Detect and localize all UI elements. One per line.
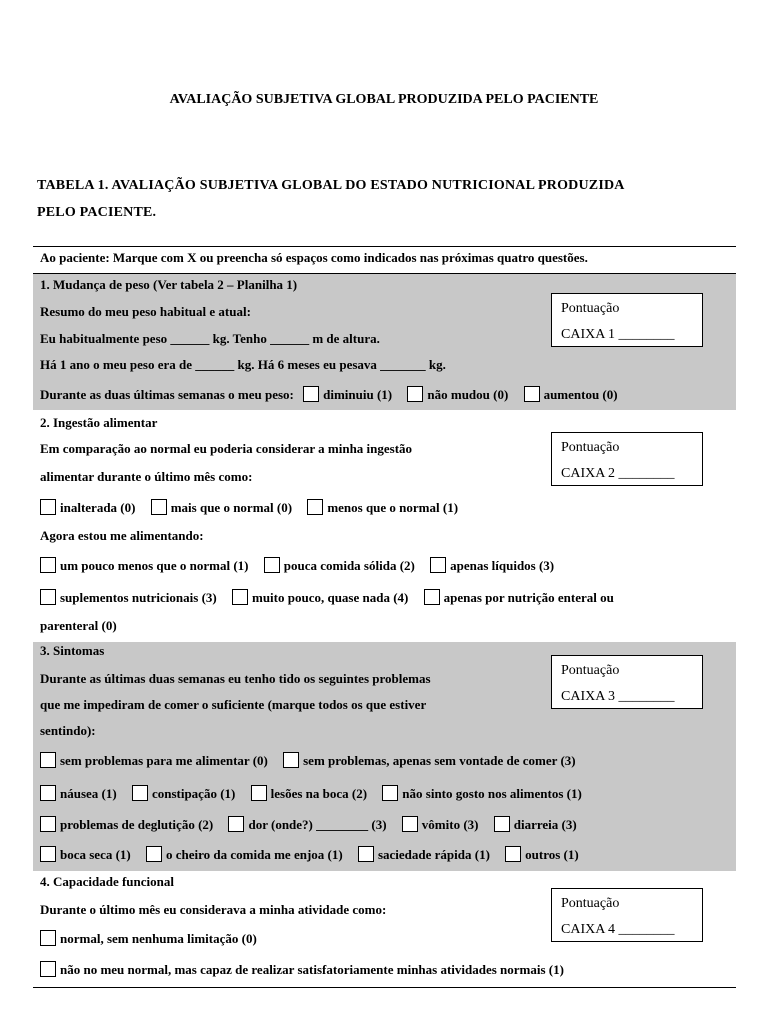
section-3-line-1: Durante as últimas duas semanas eu tenho tido os seguintes problemas xyxy=(40,671,431,686)
option-inalterada: inalterada (0) xyxy=(60,500,136,515)
option-nao-no-normal: não no meu normal, mas capaz de realizar satisfatoriamente minhas atividades normais (1) xyxy=(60,962,564,977)
option-lesoes-boca: lesões na boca (2) xyxy=(270,786,368,801)
caixa-4-field[interactable]: CAIXA 4 ________ xyxy=(561,922,675,937)
section-1-line-3: Há 1 ano o meu peso era de ______ kg. Há 6 meses eu pesava _______ kg. xyxy=(40,357,446,372)
checkbox-degluticao[interactable] xyxy=(40,816,56,832)
section-3-line-3: sentindo): xyxy=(40,723,96,738)
option-sem-problemas: sem problemas para me alimentar (0) xyxy=(60,753,268,768)
section-4-option-1 xyxy=(40,930,257,947)
option-pouca-comida-solida: pouca comida sólida (2) xyxy=(283,558,415,573)
checkbox-um-pouco-menos[interactable] xyxy=(40,557,56,573)
option-menos-que-normal: menos que o normal (1) xyxy=(327,500,459,515)
option-um-pouco-menos: um pouco menos que o normal (1) xyxy=(60,558,249,573)
checkbox-sem-gosto[interactable] xyxy=(382,785,398,801)
option-aumentou: aumentou (0) xyxy=(543,387,618,402)
section-symptoms xyxy=(33,642,736,871)
section-1-line-4: Durante as duas últimas semanas o meu peso: xyxy=(40,387,294,402)
option-constipacao: constipação (1) xyxy=(151,786,236,801)
option-saciedade: saciedade rápida (1) xyxy=(377,847,490,862)
section-functional-capacity xyxy=(33,871,736,986)
caixa-2-field[interactable]: CAIXA 2 ________ xyxy=(561,466,675,481)
section-4-header: 4. Capacidade funcional xyxy=(40,874,174,889)
option-dor: dor (onde?) ________ (3) xyxy=(248,817,387,832)
option-sem-gosto: não sinto gosto nos alimentos (1) xyxy=(402,786,582,801)
option-suplementos: suplementos nutricionais (3) xyxy=(60,590,217,605)
checkbox-menos-que-normal[interactable] xyxy=(307,499,323,515)
checkbox-lesoes-boca[interactable] xyxy=(251,785,267,801)
checkbox-dor[interactable] xyxy=(228,816,244,832)
checkbox-constipacao[interactable] xyxy=(132,785,148,801)
section-1-line-1: Resumo do meu peso habitual e atual: xyxy=(40,304,251,319)
option-boca-seca: boca seca (1) xyxy=(60,847,131,862)
checkbox-normal[interactable] xyxy=(40,930,56,946)
option-diminuiu: diminuiu (1) xyxy=(323,387,393,402)
caixa-1-field[interactable]: CAIXA 1 ________ xyxy=(561,327,675,342)
score-box-2 xyxy=(551,432,703,486)
checkbox-vomito[interactable] xyxy=(402,816,418,832)
bottom-rule xyxy=(33,987,736,988)
section-2-line-2: alimentar durante o último mês como: xyxy=(40,469,253,484)
option-nao-mudou: não mudou (0) xyxy=(427,387,509,402)
option-muito-pouco: muito pouco, quase nada (4) xyxy=(251,590,409,605)
section-2-options-2 xyxy=(40,557,554,574)
checkbox-sem-vontade[interactable] xyxy=(283,752,299,768)
score-label: Pontuação xyxy=(561,896,620,911)
checkbox-inalterada[interactable] xyxy=(40,499,56,515)
checkbox-cheiro-comida[interactable] xyxy=(146,846,162,862)
option-nutricao-enteral: apenas por nutrição enteral ou xyxy=(443,590,614,605)
checkbox-mais-que-normal[interactable] xyxy=(151,499,167,515)
option-diarreia: diarreia (3) xyxy=(513,817,577,832)
score-label: Pontuação xyxy=(561,440,620,455)
checkbox-muito-pouco[interactable] xyxy=(232,589,248,605)
checkbox-outros[interactable] xyxy=(505,846,521,862)
checkbox-nao-mudou[interactable] xyxy=(407,386,423,402)
checkbox-nutricao-enteral[interactable] xyxy=(424,589,440,605)
section-2-line-4: parenteral (0) xyxy=(40,618,117,633)
page-title: AVALIAÇÃO SUBJETIVA GLOBAL PRODUZIDA PELO PACIENTE xyxy=(169,92,599,107)
option-normal: normal, sem nenhuma limitação (0) xyxy=(60,931,257,946)
section-1-header: 1. Mudança de peso (Ver tabela 2 – Planilha 1) xyxy=(40,277,298,292)
section-3-header: 3. Sintomas xyxy=(40,643,105,658)
checkbox-nausea[interactable] xyxy=(40,785,56,801)
section-4-option-2 xyxy=(40,961,564,978)
section-food-intake xyxy=(33,410,736,642)
option-mais-que-normal: mais que o normal (0) xyxy=(170,500,293,515)
section-2-options-1 xyxy=(40,499,458,516)
section-2-line-3: Agora estou me alimentando: xyxy=(40,528,204,543)
score-label: Pontuação xyxy=(561,301,620,316)
option-outros: outros (1) xyxy=(525,847,579,862)
checkbox-nao-no-normal[interactable] xyxy=(40,961,56,977)
caixa-3-field[interactable]: CAIXA 3 ________ xyxy=(561,689,675,704)
score-box-1 xyxy=(551,293,703,347)
instruction-text: Ao paciente: Marque com X ou preencha só espaços como indicados nas próximas quatro questões. xyxy=(40,250,588,265)
checkbox-boca-seca[interactable] xyxy=(40,846,56,862)
section-2-line-1: Em comparação ao normal eu poderia considerar a minha ingestão xyxy=(40,441,413,456)
option-nausea: náusea (1) xyxy=(60,786,117,801)
score-box-3 xyxy=(551,655,703,709)
table-title xyxy=(37,172,722,226)
checkbox-apenas-liquidos[interactable] xyxy=(430,557,446,573)
section-4-line-1: Durante o último mês eu considerava a minha atividade como: xyxy=(40,902,387,917)
option-sem-vontade: sem problemas, apenas sem vontade de comer (3) xyxy=(303,753,576,768)
checkbox-suplementos[interactable] xyxy=(40,589,56,605)
option-apenas-liquidos: apenas líquidos (3) xyxy=(450,558,555,573)
section-2-options-3 xyxy=(40,589,614,606)
top-rule xyxy=(33,246,736,247)
option-vomito: vômito (3) xyxy=(421,817,479,832)
score-label: Pontuação xyxy=(561,663,620,678)
symptoms-row-1 xyxy=(40,752,576,769)
checkbox-diminuiu[interactable] xyxy=(303,386,319,402)
section-2-header: 2. Ingestão alimentar xyxy=(40,415,158,430)
checkbox-pouca-comida-solida[interactable] xyxy=(264,557,280,573)
section-1-line-2: Eu habitualmente peso ______ kg. Tenho ______ m de altura. xyxy=(40,331,380,346)
symptoms-row-4 xyxy=(40,846,579,863)
table-title-line1: TABELA 1. AVALIAÇÃO SUBJETIVA GLOBAL DO ESTADO NUTRICIONAL PRODUZIDA xyxy=(37,178,625,193)
checkbox-sem-problemas[interactable] xyxy=(40,752,56,768)
table-title-line2: PELO PACIENTE. xyxy=(37,205,157,220)
option-cheiro-comida: o cheiro da comida me enjoa (1) xyxy=(166,847,343,862)
section-3-line-2: que me impediram de comer o suficiente (marque todos os que estiver xyxy=(40,697,427,712)
section-1-options xyxy=(40,386,618,403)
score-box-4 xyxy=(551,888,703,942)
checkbox-diarreia[interactable] xyxy=(494,816,510,832)
symptoms-row-3 xyxy=(40,816,577,833)
section-weight-change xyxy=(33,274,736,410)
checkbox-aumentou[interactable] xyxy=(524,386,540,402)
symptoms-row-2 xyxy=(40,785,582,802)
checkbox-saciedade[interactable] xyxy=(358,846,374,862)
option-degluticao: problemas de deglutição (2) xyxy=(60,817,214,832)
